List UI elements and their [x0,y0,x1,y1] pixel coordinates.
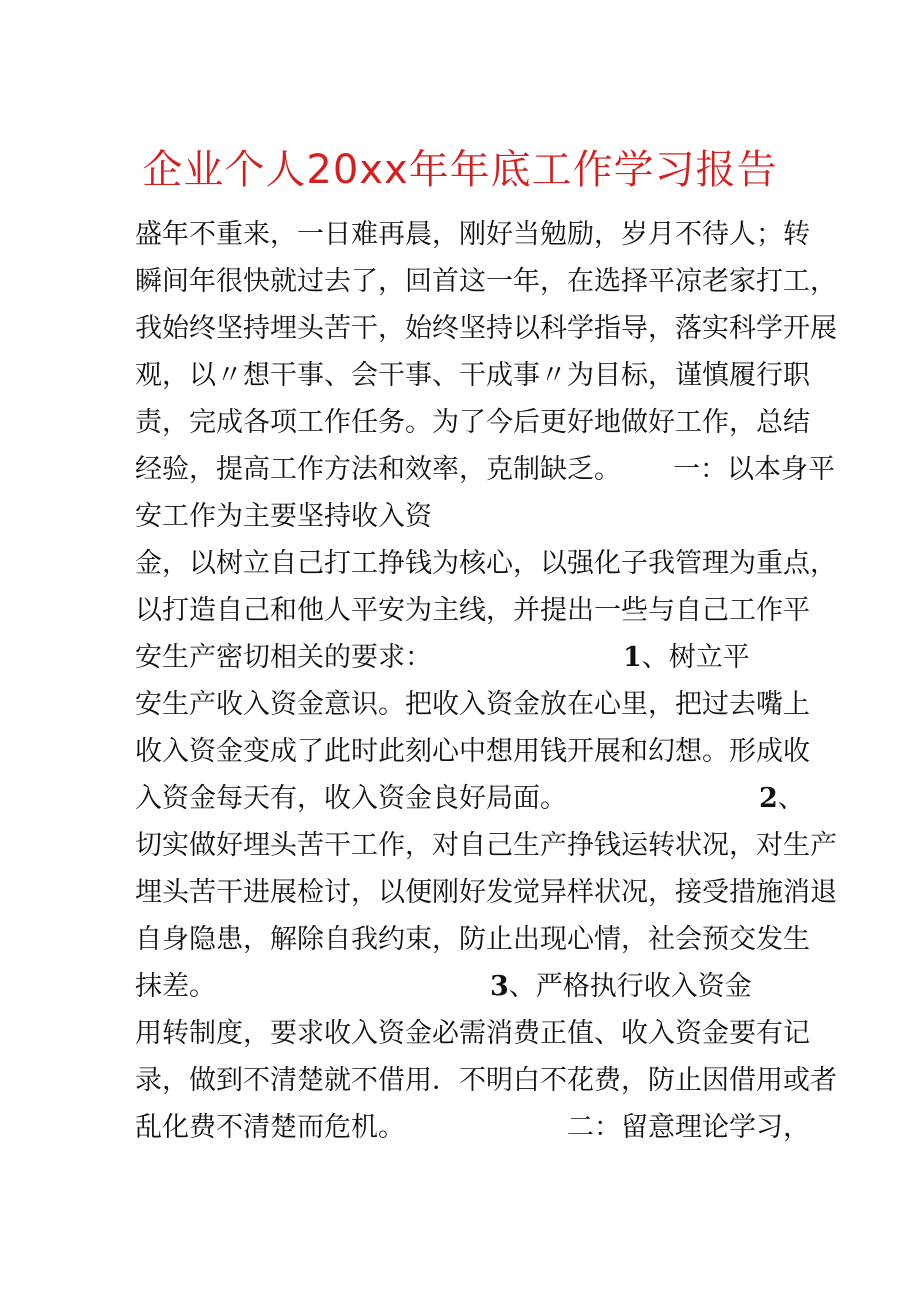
document-title: 企业个人20xx年年底工作学习报告 [142,147,778,193]
body-line-6 [135,446,835,493]
body-line-15: 埋头苦干进展检讨，以便刚好发觉异样状况，接受措施消退 [135,877,837,908]
item-number-2: 2 [759,783,778,814]
body-line-1: 盛年不重来，一日难再晨，刚好当勉励，岁月不待人；转 [135,219,810,250]
body-line-18: 用转制度，要求收入资金必需消费正值、收入资金要有记 [135,1018,810,1049]
body-line-16: 自身隐患，解除自我约束，防止出现心情，社会预交发生 [135,924,810,955]
section-heading-1: 一：以本身平 [673,454,835,485]
body-line-14: 切实做好埋头苦干工作，对自己生产挣钱运转状况，对生产 [135,830,837,861]
item-number-3: 3 [490,971,509,1002]
item-number-1: 1 [623,642,642,673]
body-line-7: 安工作为主要坚持收入资 [135,501,432,532]
body-line-19: 录，做到不清楚就不借用．不明白不花费，防止因借用或者 [135,1065,837,1096]
item-heading-1: 、树立平 [641,642,750,673]
body-line-20 [135,1104,810,1151]
section-heading-2: 二：留意理论学习， [567,1112,810,1143]
body-line-5: 责，完成各项工作任务。为了今后更好地做好工作，总结 [135,407,810,438]
body-line-17 [135,963,795,1010]
body-line-10 [135,634,795,681]
body-line-12: 收入资金变成了此时此刻心中想用钱开展和幻想。形成收 [135,736,810,767]
body-line-10-text: 安生产密切相关的要求： [135,642,432,673]
body-line-9: 以打造自己和他人平安为主线，并提出一些与自己工作平 [135,595,810,626]
body-line-8: 金，以树立自己打工挣钱为核心，以强化子我管理为重点， [135,548,837,579]
body-line-13-text: 入资金每天有，收入资金良好局面。 [135,783,567,814]
item-heading-3: 、严格执行收入资金 [508,971,752,1002]
document-body [135,211,837,1151]
body-line-20-text: 乱化费不清楚而危机。 [135,1112,405,1143]
body-line-3: 我始终坚持埋头苦干，始终坚持以科学指导，落实科学开展 [135,313,837,344]
body-line-17-text: 抹差。 [135,971,216,1002]
body-line-11: 安生产收入资金意识。把收入资金放在心里，把过去嘴上 [135,689,810,720]
item-heading-2: 、 [777,783,805,814]
body-line-4: 观，以〃想干事、会干事、干成事〃为目标，谨慎履行职 [135,360,810,391]
body-line-2: 瞬间年很快就过去了，回首这一年，在选择平凉老家打工， [135,266,837,297]
body-line-6-text: 经验，提高工作方法和效率，克制缺乏。 [135,454,621,485]
body-line-13 [135,775,805,822]
